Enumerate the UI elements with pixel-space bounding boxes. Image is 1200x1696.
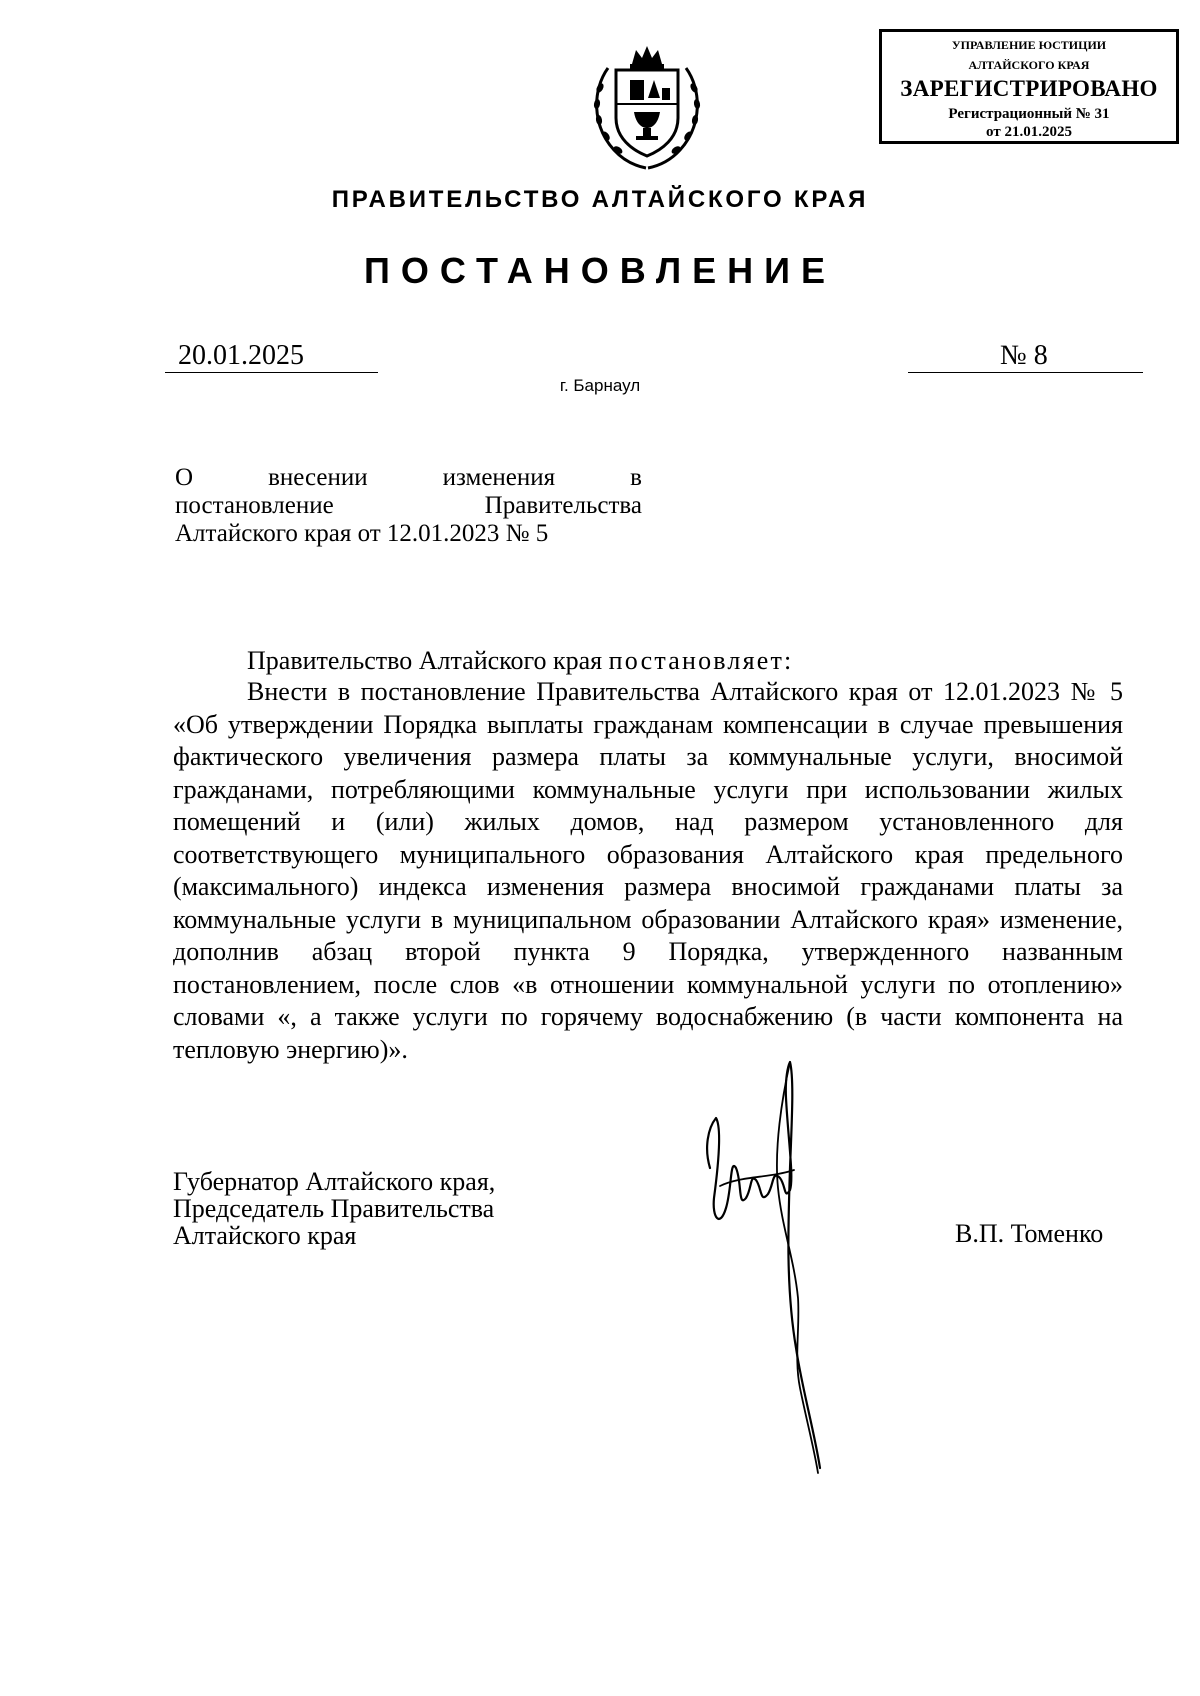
handwritten-signature-icon — [690, 1058, 840, 1483]
preamble-suffix: : — [784, 646, 792, 675]
coat-of-arms-icon — [588, 40, 706, 170]
stamp-office-line1: УПРАВЛЕНИЕ ЮСТИЦИИ — [951, 38, 1107, 52]
subject-line-1 — [175, 464, 642, 492]
document-city: г. Барнаул — [559, 376, 641, 395]
date-underline — [165, 372, 378, 373]
subject-word: постановление — [175, 492, 334, 519]
subject-line-3: Алтайского края от 12.01.2023 № 5 — [175, 520, 549, 547]
subject-word: Правительства — [484, 492, 642, 519]
stamp-reg-date: от 21.01.2025 — [986, 124, 1072, 140]
body-paragraph: Внести в постановление Правительства Алтайского края от 12.01.2023 № 5 «Об утверждении Порядка выплаты гражданам компенсации в случае превышения фактического увеличения размера платы за коммунальные услуги, вносимой гражданами, потребляющими коммунальные услуги при использовании жилых помещений и (или) жилых домов, над размером установленного для соответствующего муниципального образования Алтайского края предельного (максимального) индекса изменения размера вносимой гражданами платы за коммунальные услуги в муниципальном образовании Алтайского края» изменение, дополнив абзац второй пункта 9 Порядка, утвержденного названным постановлением, после слов «в отношении коммунальной услуги по отоплению» словами «, а также услуги по горячему водоснабжению (в части компонента на тепловую энергию)». — [173, 677, 1123, 1064]
subject-line-2 — [175, 492, 642, 520]
stamp-office-line2: АЛТАЙСКОГО КРАЯ — [968, 58, 1090, 72]
registration-stamp — [879, 29, 1179, 144]
stamp-status: ЗАРЕГИСТРИРОВАНО — [900, 76, 1158, 101]
issuing-authority: ПРАВИТЕЛЬСТВО АЛТАЙСКОГО КРАЯ — [331, 186, 869, 213]
subject-word: О — [175, 464, 194, 491]
signer-title-line: Председатель Правительства — [173, 1194, 495, 1223]
signer-title-line: Губернатор Алтайского края, — [173, 1167, 496, 1196]
document-number: № 8 — [1000, 340, 1048, 371]
subject-word: внесении — [268, 464, 368, 491]
number-underline — [908, 372, 1143, 373]
document-date: 20.01.2025 — [178, 340, 304, 371]
signer-name: В.П. Томенко — [955, 1219, 1104, 1248]
signer-title — [173, 1168, 495, 1249]
signer-title-line: Алтайского края — [173, 1221, 357, 1250]
preamble-verb: постановляет — [608, 646, 785, 675]
preamble-prefix: Правительство Алтайского края — [247, 646, 609, 675]
document-subject — [175, 464, 642, 548]
stamp-reg-number: Регистрационный № 31 — [948, 106, 1110, 122]
subject-word: в — [630, 464, 642, 491]
document-type-title: ПОСТАНОВЛЕНИЕ — [364, 250, 836, 291]
preamble — [247, 646, 791, 676]
subject-word: изменения — [442, 464, 556, 491]
